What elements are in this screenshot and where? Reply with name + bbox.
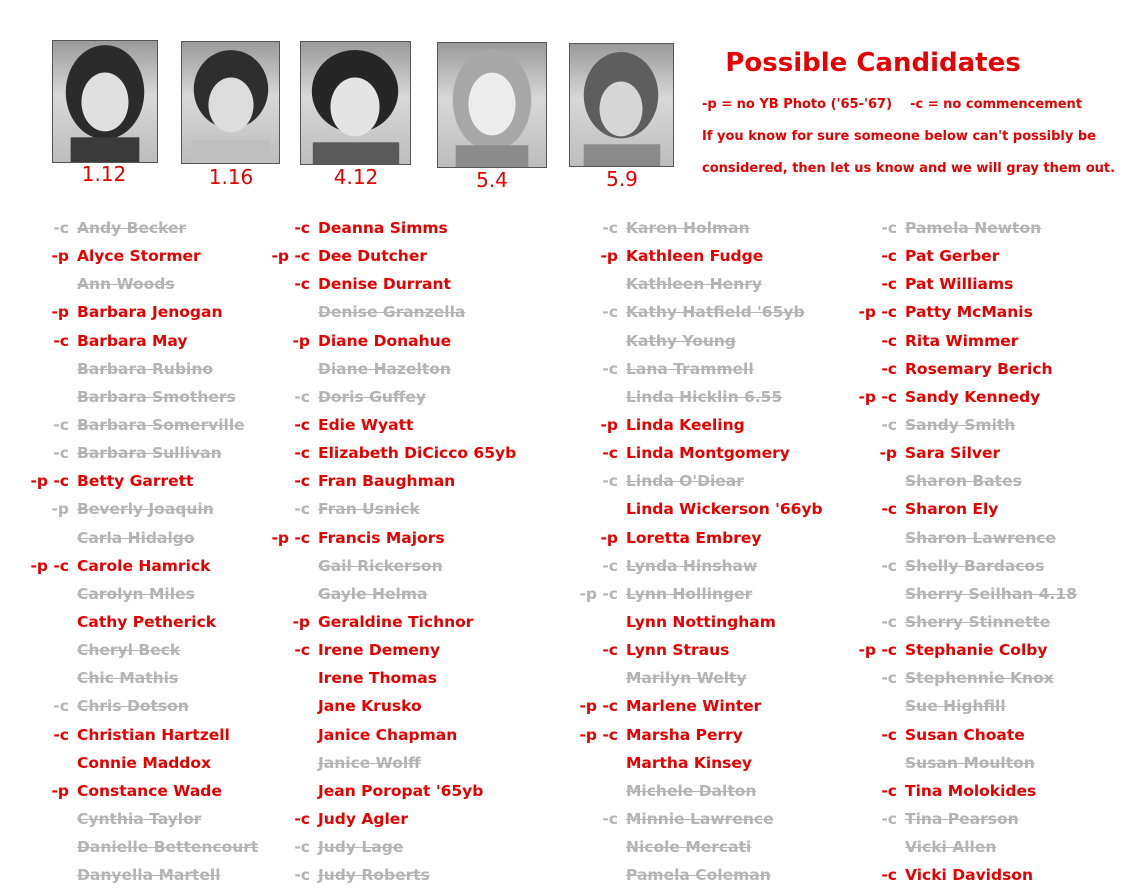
candidate-code: -c — [602, 303, 618, 322]
candidate-name: Janice Chapman — [318, 725, 458, 744]
candidate-name: Vicki Davidson — [905, 866, 1033, 885]
candidate-code: -c — [294, 500, 310, 519]
candidate-row — [881, 721, 1077, 749]
candidate-name: Stephanie Colby — [905, 641, 1048, 660]
candidate-name: Alyce Stormer — [77, 247, 201, 266]
candidate-name: Jean Poropat '65yb — [318, 781, 484, 800]
candidate-row — [77, 608, 258, 636]
candidate-code: -c — [881, 331, 897, 350]
candidate-name: Vicki Allen — [905, 838, 997, 857]
candidate-row — [294, 467, 516, 495]
candidate-code: -c — [881, 359, 897, 378]
candidate-code: -p -c — [858, 303, 897, 322]
candidate-row — [318, 355, 516, 383]
candidate-code: -c — [602, 359, 618, 378]
candidate-row — [881, 242, 1077, 270]
candidate-name: Nicole Mercati — [626, 838, 752, 857]
portrait-image — [182, 42, 279, 163]
candidate-name: Danielle Bettencourt — [77, 838, 259, 857]
candidate-row — [294, 861, 516, 889]
candidate-row — [53, 721, 258, 749]
candidate-name: Carole Hamrick — [77, 556, 211, 575]
candidate-row — [626, 270, 823, 298]
candidate-row — [905, 692, 1077, 720]
candidate-name: Pamela Newton — [905, 219, 1042, 237]
candidate-row — [626, 664, 823, 692]
candidate-row — [602, 439, 823, 467]
candidate-row — [600, 411, 823, 439]
candidate-code: -c — [881, 500, 897, 519]
candidate-code: -c — [294, 219, 310, 237]
instruction-line-2: considered, then let us know and we will gray them out. — [702, 161, 1116, 176]
candidate-name: Lana Trammell — [626, 359, 754, 378]
candidate-name: Sharon Bates — [905, 472, 1022, 491]
portrait-image — [438, 43, 546, 167]
candidate-name: Barbara Smothers — [77, 387, 236, 406]
candidate-name: Diane Hazelton — [318, 359, 451, 378]
candidate-code: -c — [294, 866, 310, 885]
candidate-row — [30, 467, 258, 495]
candidate-code: -c — [53, 725, 69, 744]
candidate-code: -p — [292, 612, 310, 631]
candidate-name: Betty Garrett — [77, 472, 194, 491]
candidate-code: -c — [53, 331, 69, 350]
candidate-name: Constance Wade — [77, 781, 222, 800]
candidate-code: -c — [881, 866, 897, 885]
candidate-code: -c — [881, 556, 897, 575]
candidate-name: Pat Williams — [905, 275, 1014, 294]
candidate-row — [30, 552, 258, 580]
candidate-name: Susan Moulton — [905, 753, 1035, 772]
photo-label: 4.12 — [333, 165, 379, 189]
candidate-row — [881, 552, 1077, 580]
candidate-name: Irene Thomas — [318, 669, 437, 688]
candidate-row — [294, 833, 516, 861]
candidate-row — [53, 439, 258, 467]
candidate-row — [318, 664, 516, 692]
photo-label: 1.16 — [208, 165, 254, 189]
candidate-code: -c — [294, 472, 310, 491]
candidate-name: Sue Highfill — [905, 697, 1006, 716]
candidate-row — [905, 749, 1077, 777]
candidate-name: Chic Mathis — [77, 669, 179, 688]
candidate-code: -c — [881, 669, 897, 688]
candidate-row — [318, 298, 516, 326]
candidate-name: Cathy Petherick — [77, 612, 217, 631]
candidate-row — [905, 833, 1077, 861]
candidate-name: Danyella Martell — [77, 866, 221, 885]
photo-label: 5.4 — [476, 168, 508, 192]
photo-label: 5.9 — [606, 167, 638, 191]
candidate-row — [881, 805, 1077, 833]
candidate-row — [77, 833, 258, 861]
candidate-name: Cheryl Beck — [77, 641, 181, 660]
candidate-name: Barbara Jenogan — [77, 303, 223, 322]
candidate-name: Judy Roberts — [318, 866, 430, 885]
candidate-code: -p — [600, 247, 618, 266]
candidate-row — [77, 270, 258, 298]
candidate-name: Barbara May — [77, 331, 188, 350]
portrait-image — [570, 44, 673, 166]
candidate-name: Dee Dutcher — [318, 247, 427, 266]
candidate-row — [294, 495, 516, 523]
candidate-name: Marsha Perry — [626, 725, 743, 744]
candidate-name: Loretta Embrey — [626, 528, 762, 547]
candidate-code: -c — [294, 444, 310, 463]
candidate-code: -c — [881, 415, 897, 434]
candidate-row — [626, 608, 823, 636]
candidate-name: Kathleen Henry — [626, 275, 762, 294]
candidate-code: -c — [294, 809, 310, 828]
candidate-row — [53, 692, 258, 720]
candidate-name: Rita Wimmer — [905, 331, 1019, 350]
candidate-code: -p — [51, 247, 69, 266]
candidate-name: Sherry Seilhan 4.18 — [905, 584, 1077, 603]
candidate-code: -p -c — [579, 584, 618, 603]
page-title: Possible Candidates — [725, 48, 1021, 78]
candidate-name: Martha Kinsey — [626, 753, 753, 772]
candidate-name: Cynthia Taylor — [77, 809, 202, 828]
candidate-name: Geraldine Tichnor — [318, 612, 474, 631]
candidate-name: Denise Durrant — [318, 275, 451, 294]
candidate-row — [77, 580, 258, 608]
candidate-code: -c — [602, 556, 618, 575]
candidate-code: -p -c — [579, 725, 618, 744]
candidate-row — [879, 439, 1077, 467]
candidate-name: Fran Baughman — [318, 472, 456, 491]
candidate-name: Fran Usnick — [318, 500, 420, 519]
candidate-code: -c — [53, 415, 69, 434]
candidate-name: Sharon Ely — [905, 500, 999, 519]
candidate-row — [881, 355, 1077, 383]
candidate-code: -p — [600, 415, 618, 434]
photo-label: 1.12 — [81, 162, 127, 186]
candidate-name: Lynda Hinshaw — [626, 556, 758, 575]
candidate-row — [271, 524, 516, 552]
candidate-row — [318, 580, 516, 608]
candidate-row — [905, 524, 1077, 552]
portrait-image — [53, 41, 157, 162]
candidate-code: -c — [881, 247, 897, 266]
candidate-row — [626, 833, 823, 861]
candidate-row — [318, 749, 516, 777]
candidate-row — [881, 270, 1077, 298]
candidate-column-1 — [30, 214, 259, 889]
candidate-row — [292, 327, 516, 355]
candidate-row — [53, 411, 258, 439]
candidate-row — [51, 495, 258, 523]
legend-text: -p = no YB Photo ('65-'67) -c = no commencement — [702, 97, 1083, 112]
candidate-name: Pamela Coleman — [626, 866, 771, 885]
candidate-code: -c — [881, 219, 897, 237]
candidate-row — [579, 692, 823, 720]
candidate-name: Barbara Somerville — [77, 415, 245, 434]
candidate-name: Kathleen Fudge — [626, 247, 764, 266]
candidate-row — [77, 524, 258, 552]
candidate-code: -c — [602, 641, 618, 660]
candidate-code: -c — [294, 641, 310, 660]
candidate-row — [579, 580, 823, 608]
candidate-code: -p — [292, 331, 310, 350]
candidate-code: -p -c — [579, 697, 618, 716]
candidate-row — [858, 383, 1077, 411]
candidate-row — [600, 524, 823, 552]
candidate-row — [602, 552, 823, 580]
candidate-row — [77, 749, 258, 777]
candidate-name: Gayle Helma — [318, 584, 428, 603]
candidate-row — [294, 270, 516, 298]
candidate-row — [51, 777, 258, 805]
candidate-row — [77, 636, 258, 664]
candidate-name: Francis Majors — [318, 528, 445, 547]
candidate-name: Sharon Lawrence — [905, 528, 1056, 547]
candidate-row — [626, 327, 823, 355]
candidate-code: -c — [602, 809, 618, 828]
candidate-row — [626, 861, 823, 889]
candidate-row — [294, 411, 516, 439]
candidate-name: Shelly Bardacos — [905, 556, 1045, 575]
candidate-row — [294, 439, 517, 467]
candidate-name: Sherry Stinnette — [905, 612, 1051, 631]
candidate-row — [318, 692, 516, 720]
candidate-name: Doris Guffey — [318, 387, 427, 406]
candidate-row — [881, 214, 1077, 242]
candidate-name: Andy Becker — [77, 219, 187, 237]
candidate-code: -p — [51, 500, 69, 519]
candidate-row — [881, 664, 1077, 692]
candidate-code: -c — [53, 444, 69, 463]
candidate-code: -p — [879, 444, 897, 463]
candidate-row — [626, 749, 823, 777]
candidate-code: -p -c — [271, 528, 310, 547]
candidate-name: Denise Granzella — [318, 303, 466, 322]
candidate-code: -p -c — [30, 472, 69, 491]
candidate-code: -c — [53, 697, 69, 716]
candidate-code: -c — [53, 219, 69, 237]
candidate-code: -p -c — [30, 556, 69, 575]
candidate-row — [881, 327, 1077, 355]
candidate-row — [626, 777, 823, 805]
candidate-row — [602, 805, 823, 833]
candidate-row — [858, 636, 1077, 664]
candidate-row — [318, 777, 516, 805]
candidate-name: Lynn Straus — [626, 641, 730, 660]
candidate-code: -c — [294, 838, 310, 857]
candidate-name: Tina Pearson — [905, 809, 1019, 828]
candidate-name: Kathy Young — [626, 331, 737, 350]
candidate-name: Connie Maddox — [77, 753, 212, 772]
candidate-name: Janice Wolff — [318, 753, 421, 772]
candidate-row — [881, 411, 1077, 439]
candidate-code: -p — [600, 528, 618, 547]
candidate-name: Lynn Nottingham — [626, 612, 776, 631]
candidate-row — [579, 721, 823, 749]
candidate-code: -c — [294, 415, 310, 434]
candidate-row — [292, 608, 516, 636]
candidate-row — [600, 242, 823, 270]
candidate-row — [77, 664, 258, 692]
candidate-name: Linda Hicklin 6.55 — [626, 387, 783, 406]
candidate-row — [77, 805, 258, 833]
candidate-name: Rosemary Berich — [905, 359, 1053, 378]
candidate-code: -p -c — [858, 387, 897, 406]
candidate-name: Minnie Lawrence — [626, 809, 774, 828]
candidate-code: -p -c — [858, 641, 897, 660]
candidate-name: Barbara Sullivan — [77, 444, 222, 463]
candidate-name: Christian Hartzell — [77, 725, 230, 744]
candidate-code: -c — [294, 275, 310, 294]
candidate-name: Beverly Joaquin — [77, 500, 214, 519]
candidate-code: -c — [881, 781, 897, 800]
candidate-row — [294, 805, 516, 833]
candidate-name: Linda Keeling — [626, 415, 745, 434]
candidate-column-3 — [579, 214, 823, 889]
candidate-photo-5 — [569, 43, 674, 167]
candidate-photo-2 — [181, 41, 280, 164]
candidate-name: Jane Krusko — [318, 697, 422, 716]
candidate-photo-4 — [437, 42, 547, 168]
portrait-image — [301, 42, 410, 164]
candidate-row — [294, 383, 516, 411]
candidate-code: -p — [51, 781, 69, 800]
candidate-name: Gail Rickerson — [318, 556, 443, 575]
candidate-row — [77, 383, 258, 411]
candidate-name: Chris Dotson — [77, 697, 189, 716]
candidate-code: -c — [881, 275, 897, 294]
candidate-row — [905, 467, 1077, 495]
candidate-name: Stephennie Knox — [905, 669, 1054, 688]
candidate-name: Michele Dalton — [626, 781, 757, 800]
candidate-name: Kathy Hatfield '65yb — [626, 303, 805, 322]
candidate-name: Lynn Hollinger — [626, 584, 753, 603]
candidate-row — [77, 355, 258, 383]
candidate-row — [271, 242, 516, 270]
candidate-name: Judy Agler — [318, 809, 408, 828]
candidate-row — [602, 214, 823, 242]
candidate-name: Sandy Smith — [905, 415, 1016, 434]
candidate-row — [881, 861, 1077, 889]
candidate-name: Linda Wickerson '66yb — [626, 500, 823, 519]
candidate-row — [53, 327, 258, 355]
candidate-name: Marilyn Welty — [626, 669, 747, 688]
candidate-code: -c — [881, 612, 897, 631]
candidate-code: -c — [881, 725, 897, 744]
candidate-code: -c — [602, 444, 618, 463]
candidate-name: Irene Demeny — [318, 641, 441, 660]
candidate-name: Karen Holman — [626, 219, 750, 237]
candidate-name: Patty McManis — [905, 303, 1033, 322]
candidate-name: Carla Hidalgo — [77, 528, 195, 547]
candidate-name: Susan Choate — [905, 725, 1025, 744]
candidate-name: Sandy Kennedy — [905, 387, 1041, 406]
candidate-name: Tina Molokides — [905, 781, 1037, 800]
candidate-row — [318, 721, 516, 749]
candidate-row — [294, 636, 516, 664]
candidate-code: -c — [881, 809, 897, 828]
candidate-row — [626, 495, 823, 523]
candidate-name: Diane Donahue — [318, 331, 452, 350]
candidate-row — [602, 467, 823, 495]
candidate-photo-3 — [300, 41, 411, 165]
candidate-row — [77, 861, 258, 889]
candidate-row — [294, 214, 516, 242]
candidate-name: Barbara Rubino — [77, 359, 214, 378]
candidate-row — [602, 636, 823, 664]
candidate-column-4 — [858, 214, 1077, 889]
candidate-code: -p — [51, 303, 69, 322]
candidate-name: Carolyn Miles — [77, 584, 195, 603]
candidate-row — [881, 495, 1077, 523]
candidate-name: Marlene Winter — [626, 697, 762, 716]
candidate-row — [602, 355, 823, 383]
candidate-photo-1 — [52, 40, 158, 163]
candidate-name: Elizabeth DiCicco 65yb — [318, 444, 517, 463]
candidate-name: Ann Woods — [77, 275, 175, 294]
candidate-name: Deanna Simms — [318, 219, 448, 237]
candidate-column-2 — [271, 214, 517, 889]
candidate-code: -p -c — [271, 247, 310, 266]
instruction-line-1: If you know for sure someone below can't possibly be — [702, 129, 1096, 144]
candidate-name: Linda Montgomery — [626, 444, 790, 463]
candidate-name: Sara Silver — [905, 444, 1001, 463]
candidate-row — [626, 383, 823, 411]
candidate-row — [905, 580, 1077, 608]
candidate-code: -c — [602, 219, 618, 237]
candidate-name: Edie Wyatt — [318, 415, 414, 434]
candidate-row — [51, 298, 258, 326]
candidate-row — [318, 552, 516, 580]
candidate-row — [51, 242, 258, 270]
candidate-row — [858, 298, 1077, 326]
candidate-row — [53, 214, 258, 242]
candidate-row — [602, 298, 823, 326]
candidate-code: -c — [294, 387, 310, 406]
candidate-name: Judy Lage — [318, 838, 404, 857]
candidate-row — [881, 608, 1077, 636]
candidate-name: Pat Gerber — [905, 247, 1000, 266]
candidate-code: -c — [602, 472, 618, 491]
candidate-row — [881, 777, 1077, 805]
candidate-name: Linda O'Diear — [626, 472, 744, 491]
